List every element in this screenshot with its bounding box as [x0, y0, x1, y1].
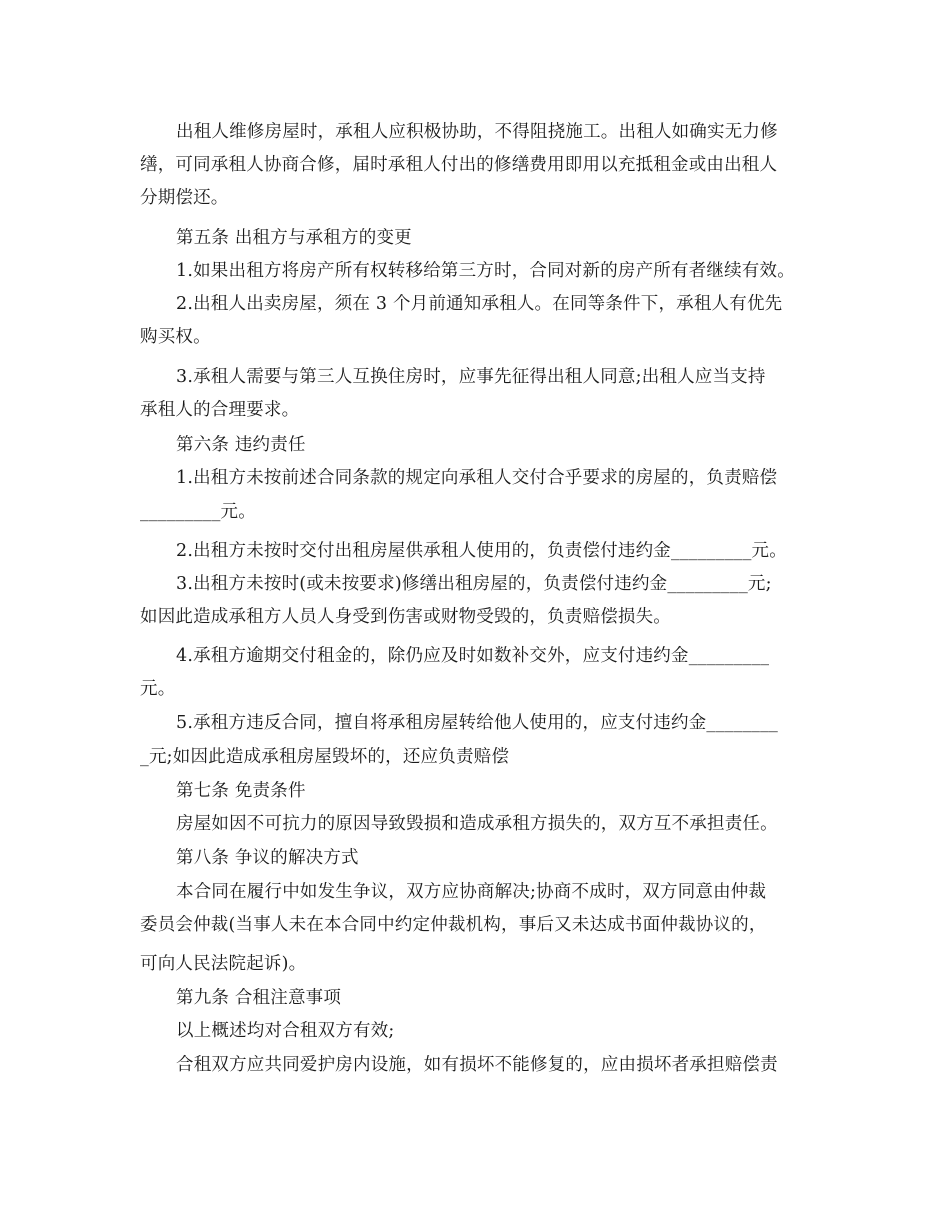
- body-paragraph-line: 合租双方应共同爱护房内设施，如有损坏不能修复的，应由损坏者承担赔偿责: [176, 1055, 778, 1075]
- clause-item: 4.承租方逾期交付租金的，除仍应及时如数补交外，应支付违约金_________: [176, 646, 770, 666]
- clause-item: 2.出租人出卖房屋，须在 3 个月前通知承租人。在同等条件下，承租人有优先: [176, 294, 783, 314]
- clause-item: 1.出租方未按前述合同条款的规定向承租人交付合乎要求的房屋的，负责赔偿: [176, 468, 778, 488]
- body-paragraph-line: 缮，可同承租人协商合修，届时承租人付出的修缮费用即用以充抵租金或由出租人: [140, 155, 778, 175]
- body-paragraph-line: 出租人维修房屋时，承租人应积极协助，不得阻挠施工。出租人如确实无力修: [176, 122, 778, 142]
- body-paragraph-line: 房屋如因不可抗力的原因导致毁损和造成承租方损失的，双方互不承担责任。: [176, 814, 778, 834]
- clause-item: 5.承租方违反合同，擅自将承租房屋转给他人使用的，应支付违约金________: [176, 713, 778, 733]
- section-heading-8: 第八条 争议的解决方式: [176, 848, 359, 868]
- clause-item-continuation: _元;如因此造成承租房屋毁坏的，还应负责赔偿: [140, 747, 510, 767]
- body-paragraph-line: 可向人民法院起诉)。: [140, 954, 307, 974]
- body-paragraph-line: 本合同在履行中如发生争议，双方应协商解决;协商不成时，双方同意由仲裁: [176, 882, 767, 902]
- section-heading-6: 第六条 违约责任: [176, 435, 306, 455]
- clause-item-continuation: 元。: [140, 679, 176, 699]
- body-paragraph-line: 分期偿还。: [140, 188, 229, 208]
- section-heading-7: 第七条 免责条件: [176, 781, 306, 801]
- clause-item: 3.承租人需要与第三人互换住房时，应事先征得出租人同意;出租人应当支持: [176, 367, 766, 387]
- body-paragraph-line: 委员会仲裁(当事人未在本合同中约定仲裁机构，事后又未达成书面仲裁协议的，: [140, 915, 767, 935]
- clause-item: 1.如果出租方将房产所有权转移给第三方时，合同对新的房产所有者继续有效。: [176, 261, 795, 281]
- clause-item-continuation: 承租人的合理要求。: [140, 400, 300, 420]
- clause-item-continuation: 购买权。: [140, 327, 211, 347]
- section-heading-5: 第五条 出租方与承租方的变更: [176, 228, 412, 248]
- clause-item-continuation: 如因此造成承租方人员人身受到伤害或财物受毁的，负责赔偿损失。: [140, 607, 671, 627]
- section-heading-9: 第九条 合租注意事项: [176, 988, 342, 1008]
- clause-item: 2.出租方未按时交付出租房屋供承租人使用的，负责偿付违约金_________元。: [176, 541, 787, 561]
- clause-item: 3.出租方未按时(或未按要求)修缮出租房屋的，负责偿付违约金_________元;: [176, 574, 772, 594]
- clause-item-continuation: _________元。: [140, 502, 256, 522]
- body-paragraph-line: 以上概述均对合租双方有效;: [176, 1021, 395, 1041]
